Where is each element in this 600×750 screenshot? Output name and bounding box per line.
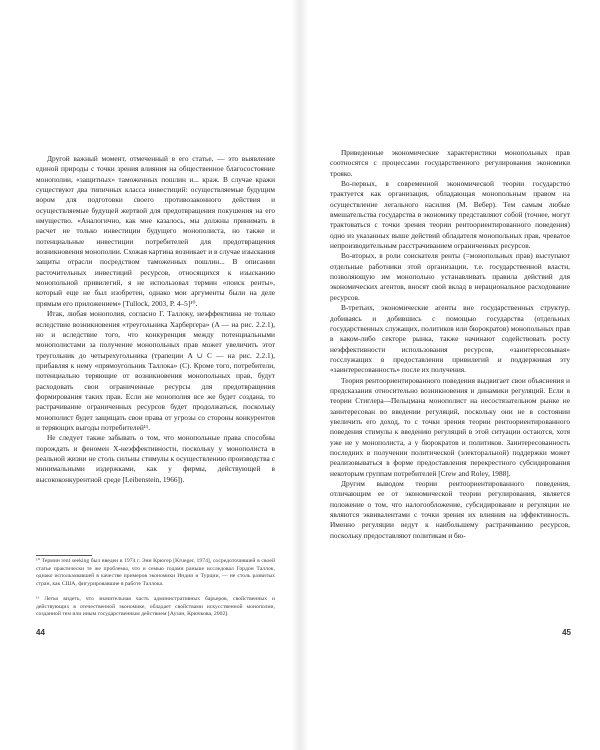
- footnote-text: ¹⁰ Термин rent seeking был введен в 1974 г. Энн Крюгер [Krueger, 1974], сосредоточившей в своей статье практически те же проблемы, что и семью годами раньше исследовал Гордон Таллок, однако использовавшей в качестве примеров экономики Индии и Турции, — не столь развитых стран, как США, фигурировавшие в работе Таллока.: [36, 558, 275, 587]
- paragraph: Другой важный момент, отмеченный в его статье, — это выявление единой природы с точки зрения влияния на общественное благосостояние монополии, «защитных» таможенных пошлин и... краж. В случае кражи существуют два типичных класса инвестиций: осуществляемые будущим вором для подготовки своего противозаконного действия и осуществляемые будущей жертвой для предотвращения покушения на его имущество. «Аналогично, как мне казалось, мы должны принимать в расчет не только инвестиции будущего монополиста, но также и потенциальные инвестиции потребителей для предотвращения возникновения монополии. Схожая картина возникает и в случае изыскания защиты отрасли посредством таможенных пошлин... В описании расточительных инвестиций ресурсов, относящихся к изысканию монопольной привилегий, я не использовал термин «поиск ренты», который еще не был изобретен, однако мои аргументы были на деле прямым его приложением» [Tullock, 2003, P. 4–5]¹⁰.: [36, 154, 275, 308]
- paragraph: Теория рентоориентированного поведения выдвигает свои объяснения и предсказания относительно возникновения и динамики регуляций. Если в теории Стиглера—Пельцмана монополист на несостязательном рынке не заинтересован во введении регуляций, поскольку они не в состоянии увеличить его доход, то с точки зрения теории рентоориентированного поведения стимулы к введению регуляций в этой ситуации остаются, хотя уже не у монополиста, а у бюрократов и политиков. Заинтересованность последних в получении политической (электоральной) поддержки может реализовываться в форме предоставления перекрестного субсидирования некоторым группам потребителей [Crew and Roley, 1988].: [330, 375, 570, 478]
- paragraph: Приведенные экономические характеристики монопольных прав соотносятся с процессами государственного регулирования экономики трояко.: [330, 148, 570, 178]
- paragraph: В-третьих, экономические агенты вне государственных структур, добиваясь и добившись с помощью государства (отдельных государственных служащих, политиков или бюрократов) монопольных прав в каком-либо секторе рынка, также начинают содействовать росту неэффективности использования ресурсов, «заинтересовывая» госслужащих в предоставлении привилегий и поддерживая эту «заинтересованность» после их получения.: [330, 303, 570, 375]
- paragraph: Итак, любая монополия, согласно Г. Таллоку, неэффективна не только вследствие возникновения «треугольника Харбергера» (A — на рис. 2.2.1), но и вследствие того, что конкуренция между потенциальными монополистами за получение монопольных прав может увеличить этот треугольник до четырехугольника (трапеции A ∪ C — на рис. 2.2.1), прибавляя к нему «прямоугольник Таллока» (C). Кроме того, потребители, потенциально теряющие от возникновения монопольных прав, будут расходовать свои ограниченные ресурсы для предотвращения формирования таких прав. Если же монополия все же будет создана, то растрачивание ограниченных ресурсов будет продолжаться, поскольку монополист будет защищать свои права от угрозы со стороны конкурентов и теряющих выгоды потребителей¹¹.: [36, 309, 275, 432]
- footnote-10: [36, 558, 275, 588]
- paragraph: Во-вторых, в роли соискателя ренты (=монопольных прав) выступают отдельные работники этой организации, т.е. государственной власти, позволяющую им монопольно устанавливать правила действий для экономических агентов, вносят свой вклад в нерациональное расходование ресурсов.: [330, 251, 570, 302]
- page-number: 45: [562, 628, 571, 637]
- paragraph: Другим выводом теории рентоориентированного поведения, отличающим ее от экономической теории регулирования, является положение о том, что налогообложение, субсидирование и регуляции не являются эквивалентами с точки зрения их влияния на эффективность. Именно регуляции ведут к наибольшему растрачиванию ресурсов, поскольку предоставляют политикам и бю-: [330, 479, 570, 540]
- footnote-11: [36, 596, 275, 619]
- footnote-separator: [36, 555, 92, 556]
- footnote-text: ¹¹ Легко видеть, что значительная часть административных барьеров, свойственных и действующих в отечественной экономике, обладает свойствами искусственной монополии, созданной тем или иным государственным действием [Аузан, Крючкова, 2002].: [36, 596, 275, 618]
- paragraph: Не следует также забывать о том, что монопольные права способны порождать и феномен X-неэффективности, поскольку у монополиста в реальной жизни не столь сильны стимулы к осуществлению производства с минимальными издержками, как у фирмы, действующей в высококонкурентной среде [Leibenstein, 1966]).: [36, 433, 275, 484]
- right-page-body: [330, 148, 570, 541]
- paragraph: Во-первых, в современной экономической теории государство трактуется как организация, обладающая монопольным правом на осуществление легального насилия (М. Вебер). Тем самым любые вмешательства государства в экономику представляют собой (точнее, могут трактоваться с точки зрения теории рентоориентированного поведения) одно из указанных выше действий обладателя монопольных прав, чреватое непроизводительным расстрачиванием ограниченных ресурсов.: [330, 179, 570, 251]
- right-page: [300, 0, 600, 750]
- page-number: 44: [36, 628, 45, 637]
- left-page-body: [36, 154, 275, 485]
